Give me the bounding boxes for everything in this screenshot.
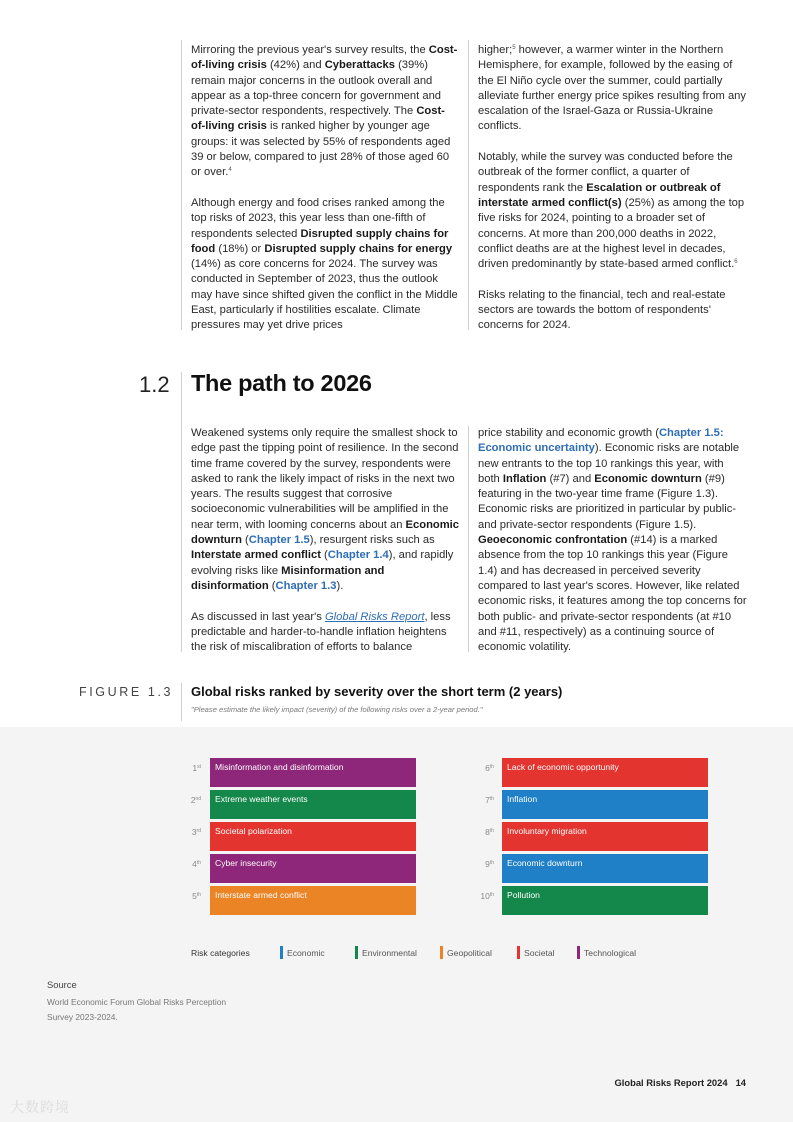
risk-bar: Economic downturn bbox=[502, 854, 708, 883]
risk-bar: Involuntary migration bbox=[502, 822, 708, 851]
chapter-link[interactable]: Chapter 1.5: Economic uncertainty bbox=[478, 427, 724, 455]
legend-swatch bbox=[355, 946, 358, 959]
figure-label: FIGURE 1.3 bbox=[79, 685, 174, 699]
risk-rank: 10th bbox=[480, 891, 494, 901]
legend-text: Geopolitical bbox=[447, 947, 492, 958]
legend-item bbox=[440, 946, 492, 959]
page-footer bbox=[614, 1077, 746, 1088]
footer-title: Global Risks Report 2024 bbox=[614, 1077, 728, 1088]
report-link[interactable]: Global Risks Report bbox=[324, 610, 425, 623]
legend-item bbox=[517, 946, 555, 959]
legend-text: Economic bbox=[287, 947, 325, 958]
watermark: 大数跨境 bbox=[10, 1099, 70, 1115]
legend-label: Risk categories bbox=[191, 948, 250, 958]
source-text: World Economic Forum Global Risks Perception Survey 2023-2024. bbox=[47, 997, 227, 1023]
legend-swatch bbox=[517, 946, 520, 959]
paragraph: higher;$^5$ however, a warmer winter in the Northern Hemisphere, for example, followed by the easing of the El Niño cycle over the summer, could partially alleviate further energy price spikes resulting from any escalation of the Israel-Gaza or Russia-Ukraine conflicts. bbox=[478, 44, 747, 133]
mid-left-column bbox=[191, 426, 459, 671]
risk-rank: 5th bbox=[192, 891, 201, 901]
risk-bar: Inflation bbox=[502, 790, 708, 819]
risk-rank: 6th bbox=[485, 763, 494, 773]
legend-item bbox=[355, 946, 417, 959]
legend-swatch bbox=[577, 946, 580, 959]
paragraph: Weakened systems only require the smallest shock to edge past the tipping point of resilience. In the second time frame covered by the survey, respondents were asked to rank the likely impact of risks in the next two years. The results suggest that corrosive socioeconomic vulnerabilities will be amplified in the near term, with looming concerns about an Economic downturn (Chapter 1.5), resurgent risks such as Interstate armed conflict (Chapter 1.4), and rapidly evolving risks like Misinformation and disinformation (Chapter 1.3). bbox=[191, 427, 460, 592]
risk-bar: Interstate armed conflict bbox=[210, 886, 416, 915]
paragraph: As discussed in last year's Global Risks Report, less predictable and harder-to-handle inflation heightens the risk of miscalibration of efforts to balance bbox=[191, 610, 451, 654]
risk-rank: 1st bbox=[192, 763, 201, 773]
source-heading: Source bbox=[47, 979, 77, 990]
risk-rank: 8th bbox=[485, 827, 494, 837]
risk-bar: Cyber insecurity bbox=[210, 854, 416, 883]
legend-swatch bbox=[440, 946, 443, 959]
column-divider-right bbox=[468, 40, 469, 330]
top-right-column bbox=[478, 43, 748, 349]
risk-bar: Pollution bbox=[502, 886, 708, 915]
risk-rank: 3rd bbox=[191, 827, 201, 837]
mid-right-column bbox=[478, 426, 748, 671]
risk-bar: Lack of economic opportunity bbox=[502, 758, 708, 787]
risk-bar: Extreme weather events bbox=[210, 790, 416, 819]
section-number: 1.2 bbox=[139, 372, 170, 397]
paragraph: Risks relating to the financial, tech and real-estate sectors are towards the bottom of respondents' concerns for 2024. bbox=[478, 288, 726, 332]
legend-item bbox=[577, 946, 636, 959]
legend-text: Technological bbox=[584, 947, 637, 958]
risk-bar: Societal polarization bbox=[210, 822, 416, 851]
figure-divider bbox=[181, 683, 182, 721]
risk-rank: 7th bbox=[485, 795, 494, 805]
legend-text: Environmental bbox=[362, 947, 417, 958]
top-left-column bbox=[191, 43, 459, 349]
legend-swatch bbox=[280, 946, 283, 959]
figure-subtitle: "Please estimate the likely impact (severity) of the following risks over a 2-year period." bbox=[191, 705, 483, 714]
paragraph: price stability and economic growth (Chapter 1.5: Economic uncertainty). Economic risks are notable new entrants to the top 10 rankings this year, with both Inflation (#7) and Economic downturn (#9) featuring in the two-year time frame (Figure 1.3). Economic risks are prioritized in particular by public- and private-sector respondents (Figure 1.5). Geoeconomic confrontation (#14) is a marked absence from the top 10 rankings this year (Figure 1.4) and has decreased in perceived severity compared to last year's scores. However, like related economic risks, it features among the top concerns for both public- and private-sector respondents (at #10 and #11, respectively) as a continuing source of economic volatility. bbox=[478, 427, 747, 654]
legend-text: Societal bbox=[524, 947, 555, 958]
chapter-link[interactable]: Chapter 1.3 bbox=[275, 579, 337, 592]
paragraph: Although energy and food crises ranked among the top risks of 2023, this year less than one-fifth of respondents selected Disrupted supply chains for food (18%) or Disrupted supply chains for energy (14%) as core concerns for 2024. The survey was conducted in September of 2023, thus the outlook may have since shifted given the conflict in the Middle East, particularly if hostilities escalate. Climate pressures may yet drive prices bbox=[191, 196, 458, 332]
risk-bar: Misinformation and disinformation bbox=[210, 758, 416, 787]
risk-rank: 2nd bbox=[190, 795, 201, 805]
legend-item bbox=[280, 946, 325, 959]
column-divider-left bbox=[181, 40, 182, 330]
section-divider-left bbox=[181, 372, 182, 652]
page-number: 14 bbox=[735, 1077, 746, 1088]
paragraph: Mirroring the previous year's survey results, the Cost-of-living crisis (42%) and Cyberattacks (39%) remain major concerns in the outlook overall and appear as a top-three concern for government and private-sector respondents, respectively. The Cost-of-living crisis is ranked higher by younger age groups: it was selected by 55% of respondents aged 39 or below, compared to just 28% of those aged 60 or over.$^4$ bbox=[191, 44, 458, 179]
chapter-link[interactable]: Chapter 1.4 bbox=[327, 549, 389, 562]
risk-rank: 9th bbox=[485, 859, 494, 869]
risk-rank: 4th bbox=[192, 859, 201, 869]
figure-title: Global risks ranked by severity over the short term (2 years) bbox=[191, 684, 563, 699]
chapter-link[interactable]: Chapter 1.5 bbox=[248, 534, 310, 547]
paragraph: Notably, while the survey was conducted before the outbreak of the former conflict, a quarter of respondents rank the Escalation or outbreak of interstate armed conflict(s) (25%) as among the top five risks for 2024, pointing to a broader set of concerns. At more than 200,000 deaths in 2022, conflict deaths are at the highest level in decades, driven predominantly by state-based armed conflict.$^6$ bbox=[478, 151, 745, 271]
section-title: The path to 2026 bbox=[191, 370, 372, 396]
mid-column-divider bbox=[468, 426, 469, 652]
